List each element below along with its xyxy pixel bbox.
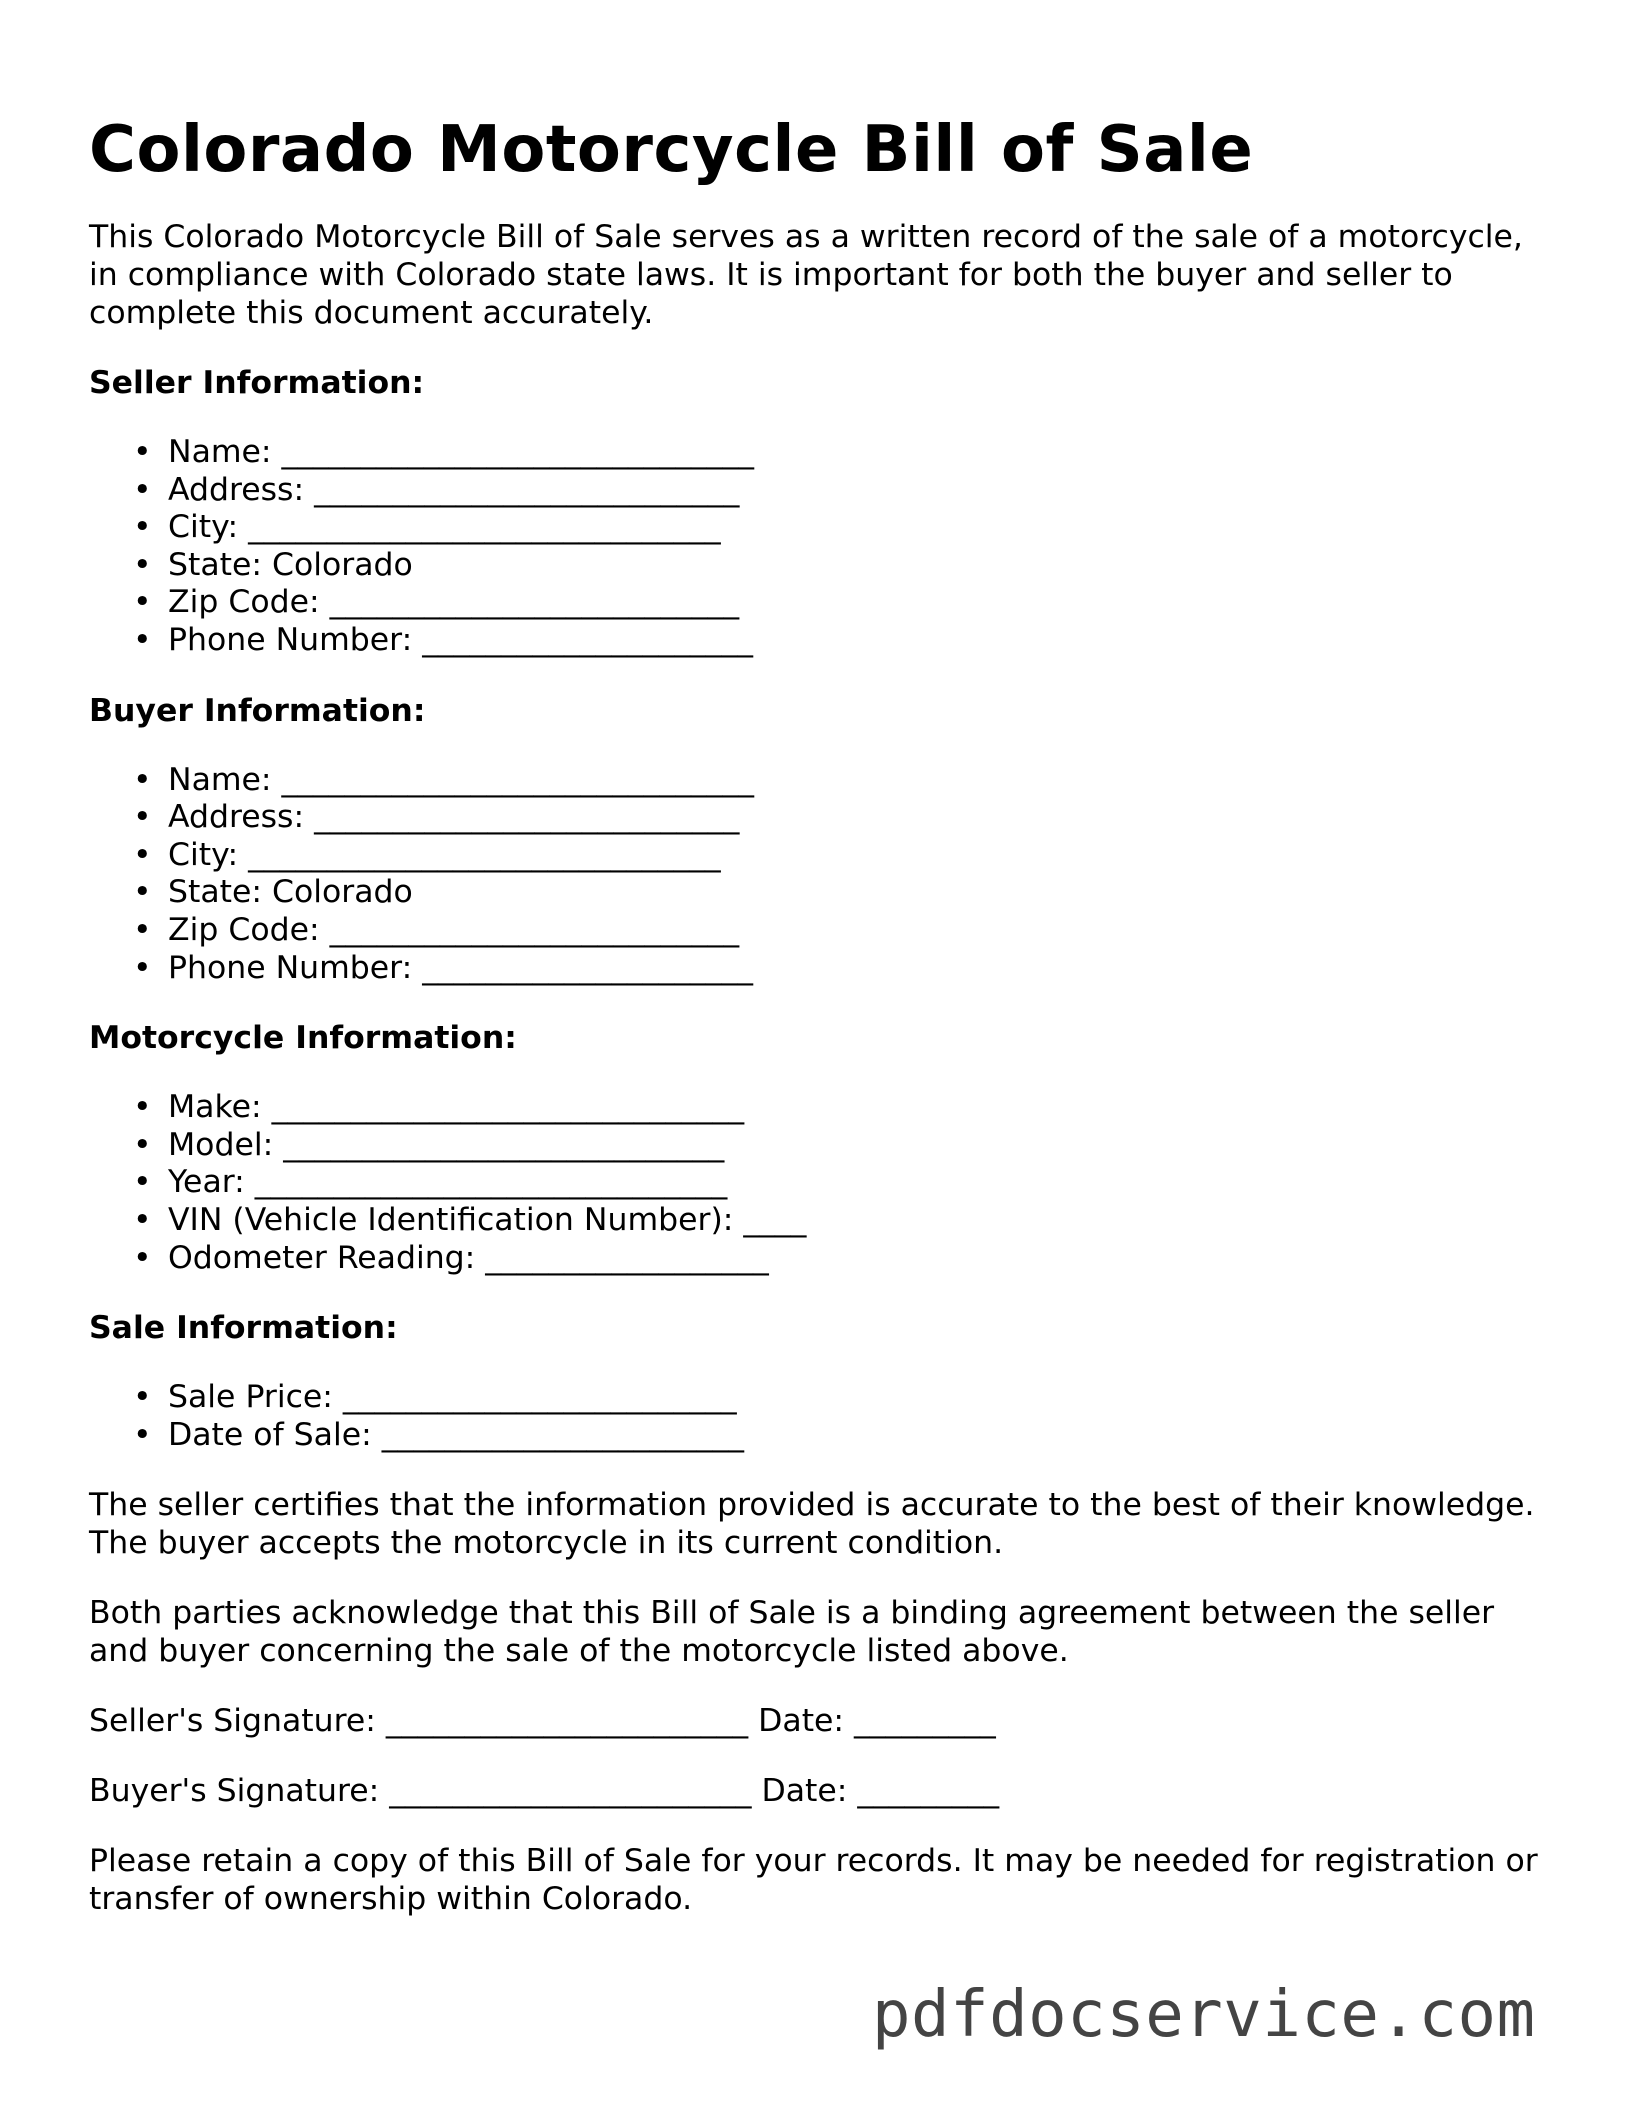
buyer-signature-line: Buyer's Signature: _______________________ Date: _________ xyxy=(89,1773,1000,1810)
seller-city-field: City: ______________________________ xyxy=(168,509,721,546)
list-item: • Address: ___________________________ xyxy=(133,471,740,508)
acknowledgment-paragraph: Both parties acknowledge that this Bill of Sale is a binding agreement between the seller and buyer concerning the sale of the motorcycle listed above. xyxy=(89,1595,1495,1670)
list-item: • Address: ___________________________ xyxy=(133,799,740,836)
motorcycle-section-heading: Motorcycle Information: xyxy=(89,1020,517,1057)
closing-paragraph: Please retain a copy of this Bill of Sale for your records. It may be needed for registration or transfer of ownership within Colorado. xyxy=(89,1843,1538,1918)
seller-name-field: Name: ______________________________ xyxy=(168,434,755,470)
list-item: • Name: ______________________________ xyxy=(133,434,755,470)
seller-section-heading: Seller Information: xyxy=(89,365,425,401)
buyer-phone-field: Phone Number: _____________________ xyxy=(168,949,753,986)
motorcycle-make-field: Make: ______________________________ xyxy=(168,1089,745,1126)
list-item: • Odometer Reading: __________________ xyxy=(133,1239,769,1276)
buyer-info-list xyxy=(89,762,1549,988)
list-item: • Zip Code: __________________________ xyxy=(133,911,740,948)
list-item: • Phone Number: _____________________ xyxy=(133,949,753,986)
buyer-section-heading: Buyer Information: xyxy=(89,692,426,729)
list-item: • Year: ______________________________ xyxy=(133,1164,728,1201)
list-item: • Sale Price: _________________________ xyxy=(133,1379,737,1416)
watermark: pdfdocservice.com xyxy=(872,1978,1536,2052)
buyer-name-field: Name: ______________________________ xyxy=(168,761,755,798)
list-item: • State: Colorado xyxy=(133,546,413,583)
buyer-zip-field: Zip Code: __________________________ xyxy=(168,911,740,948)
seller-zip-field: Zip Code: __________________________ xyxy=(168,584,740,621)
sale-price-field: Sale Price: _________________________ xyxy=(168,1379,737,1416)
motorcycle-model-field: Model: ____________________________ xyxy=(168,1126,725,1163)
buyer-state-field: State: Colorado xyxy=(168,874,413,911)
motorcycle-odometer-field: Odometer Reading: __________________ xyxy=(168,1239,769,1276)
document-page xyxy=(89,110,1549,1950)
buyer-city-field: City: ______________________________ xyxy=(168,836,721,873)
list-item: • Make: ______________________________ xyxy=(133,1089,745,1126)
document-title: Colorado Motorcycle Bill of Sale xyxy=(89,113,1254,187)
certification-paragraph: The seller certifies that the information provided is accurate to the best of their knowledge. The buyer accepts the motorcycle in its current condition. xyxy=(89,1487,1535,1562)
list-item: • Phone Number: _____________________ xyxy=(133,621,753,658)
list-item: • Zip Code: __________________________ xyxy=(133,584,740,621)
intro-paragraph: This Colorado Motorcycle Bill of Sale serves as a written record of the sale of a motorcycle, in compliance with Colorado state laws. It is important for both the buyer and seller to complete this document accurately. xyxy=(89,219,1523,331)
seller-signature-line: Seller's Signature: _______________________ Date: _________ xyxy=(89,1703,996,1740)
sale-date-field: Date of Sale: _______________________ xyxy=(168,1416,744,1453)
seller-info-list xyxy=(89,434,1549,660)
buyer-address-field: Address: ___________________________ xyxy=(168,799,740,836)
sale-section-heading: Sale Information: xyxy=(89,1310,398,1347)
list-item: • Date of Sale: _______________________ xyxy=(133,1416,744,1453)
motorcycle-year-field: Year: ______________________________ xyxy=(168,1164,728,1201)
list-item: • Model: ____________________________ xyxy=(133,1126,725,1163)
list-item: • State: Colorado xyxy=(133,874,413,911)
list-item: • City: ______________________________ xyxy=(133,509,721,546)
motorcycle-vin-field: VIN (Vehicle Identification Number): ____ xyxy=(168,1201,807,1238)
list-item: • City: ______________________________ xyxy=(133,836,721,873)
seller-phone-field: Phone Number: _____________________ xyxy=(168,621,753,658)
motorcycle-info-list xyxy=(89,1089,1549,1277)
list-item: • Name: ______________________________ xyxy=(133,761,755,798)
sale-info-list xyxy=(89,1379,1549,1454)
seller-state-field: State: Colorado xyxy=(168,546,413,583)
seller-address-field: Address: ___________________________ xyxy=(168,471,740,508)
list-item: • VIN (Vehicle Identification Number): ____ xyxy=(133,1201,807,1238)
